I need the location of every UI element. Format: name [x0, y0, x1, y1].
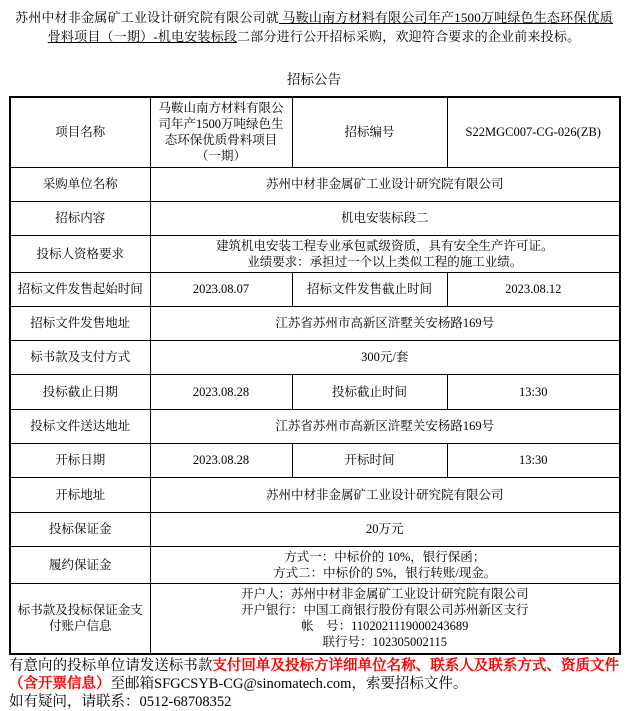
table-row-performance-bond	[10, 546, 620, 583]
doc-sale-end-value: 2023.08.12	[447, 272, 620, 306]
performance-bond-label: 履约保证金	[10, 546, 150, 583]
table-row-doc-sale-address	[10, 306, 620, 340]
bid-delivery-address-label: 投标文件送达地址	[10, 409, 150, 443]
tender-info-table	[9, 96, 621, 655]
project-name-label: 项目名称	[10, 97, 150, 167]
footer-text-after: ，索要招标文件。	[351, 676, 468, 692]
tender-content-value: 机电安装标段二	[150, 201, 620, 235]
payment-account-value	[150, 583, 620, 654]
doc-sale-start-value: 2023.08.07	[150, 272, 292, 306]
intro-paragraph	[9, 8, 619, 46]
doc-sale-address-label: 招标文件发售地址	[10, 306, 150, 340]
bid-deadline-time-label: 投标截止时间	[292, 374, 447, 409]
doc-fee-label: 标书款及支付方式	[10, 340, 150, 374]
performance-bond-value	[150, 546, 620, 583]
payment-account-label: 标书款及投标保证金支付账户信息	[10, 583, 150, 654]
intro-text-after: 二部分进行公开招标采购，欢迎符合要求的企业前来投标。	[237, 29, 581, 44]
qualification-line1: 建筑机电安装工程专业承包贰级资质，具有安全生产许可证。	[215, 238, 554, 253]
bid-deadline-date-value: 2023.08.28	[150, 374, 292, 409]
bid-opening-time-label: 开标时间	[292, 443, 447, 477]
qualification-value	[150, 235, 620, 272]
doc-sale-end-label: 招标文件发售截止时间	[292, 272, 447, 306]
intro-project-name-underlined: 马鞍山南方材料有限公司年产1500万吨绿色生态环保优质骨料项目（一期）-机电安装标段	[47, 10, 613, 44]
tender-number-value: S22MGC007-CG-026(ZB)	[447, 97, 620, 167]
tender-content-label: 招标内容	[10, 201, 150, 235]
table-row-doc-fee	[10, 340, 620, 374]
intro-text-before: 苏州中材非金属矿工业设计研究院有限公司就	[15, 10, 280, 25]
page-title: 招标公告	[287, 72, 341, 87]
footer-email: SFGCSYB-CG@sinomatech.com	[154, 676, 352, 692]
account-bank-line: 开户银行：中国工商银行股份有限公司苏州新区支行	[240, 603, 529, 618]
performance-bond-line1: 方式一：中标价的 10%，银行保函；	[284, 549, 486, 564]
doc-sale-start-label: 招标文件发售起始时间	[10, 272, 150, 306]
footer-contact-line: 如有疑问，请联系：0512-68708352	[9, 694, 232, 710]
table-row-qualification	[10, 235, 620, 272]
account-number-line: 帐 号：1102021119000243689	[301, 619, 469, 634]
account-holder-line: 开户人：苏州中材非金属矿工业设计研究院有限公司	[240, 587, 529, 602]
table-row-bid-opening-address	[10, 477, 620, 512]
table-row-bid-bond	[10, 512, 620, 546]
table-row-doc-sale-time	[10, 272, 620, 306]
bid-opening-time-value: 13:30	[447, 443, 620, 477]
qualification-label: 投标人资格要求	[10, 235, 150, 272]
purchaser-value: 苏州中材非金属矿工业设计研究院有限公司	[150, 167, 620, 201]
purchaser-label: 采购单位名称	[10, 167, 150, 201]
table-row-bid-delivery-address	[10, 409, 620, 443]
bank-branch-code-line: 联行号：102305002115	[322, 635, 448, 650]
table-row-project	[10, 97, 620, 167]
tender-number-label: 招标编号	[292, 97, 447, 167]
table-row-bid-opening	[10, 443, 620, 477]
bid-deadline-time-value: 13:30	[447, 374, 620, 409]
bid-deadline-date-label: 投标截止日期	[10, 374, 150, 409]
table-row-payment-account	[10, 583, 620, 654]
project-name-value: 马鞍山南方材料有限公司年产1500万吨绿色生态环保优质骨料项目（一期）	[150, 97, 292, 167]
footer-text-middle: 至邮箱	[110, 676, 154, 692]
doc-fee-value: 300元/套	[150, 340, 620, 374]
footer-text-before: 有意向的投标单位请发送标书款	[9, 658, 213, 674]
bid-bond-value: 20万元	[150, 512, 620, 546]
table-row-bid-deadline	[10, 374, 620, 409]
qualification-line2: 业绩要求：承担过一个以上类似工程的施工业绩。	[247, 254, 523, 269]
bid-delivery-address-value: 江苏省苏州市高新区浒墅关安杨路169号	[150, 409, 620, 443]
footer-required-documents-highlight: 支付回单及投标方详细单位名称、联系人及联系方式、资质文件（含开票信息）	[9, 658, 619, 692]
performance-bond-line2: 方式二：中标价的 5%，银行转账/现金。	[273, 565, 497, 580]
table-row-tender-content	[10, 201, 620, 235]
bid-opening-address-label: 开标地址	[10, 477, 150, 512]
bid-bond-label: 投标保证金	[10, 512, 150, 546]
bid-opening-date-value: 2023.08.28	[150, 443, 292, 477]
bid-opening-address-value: 苏州中材非金属矿工业设计研究院有限公司	[150, 477, 620, 512]
doc-sale-address-value: 江苏省苏州市高新区浒墅关安杨路169号	[150, 306, 620, 340]
table-row-purchaser	[10, 167, 620, 201]
footer-paragraph	[9, 657, 619, 711]
bid-opening-date-label: 开标日期	[10, 443, 150, 477]
